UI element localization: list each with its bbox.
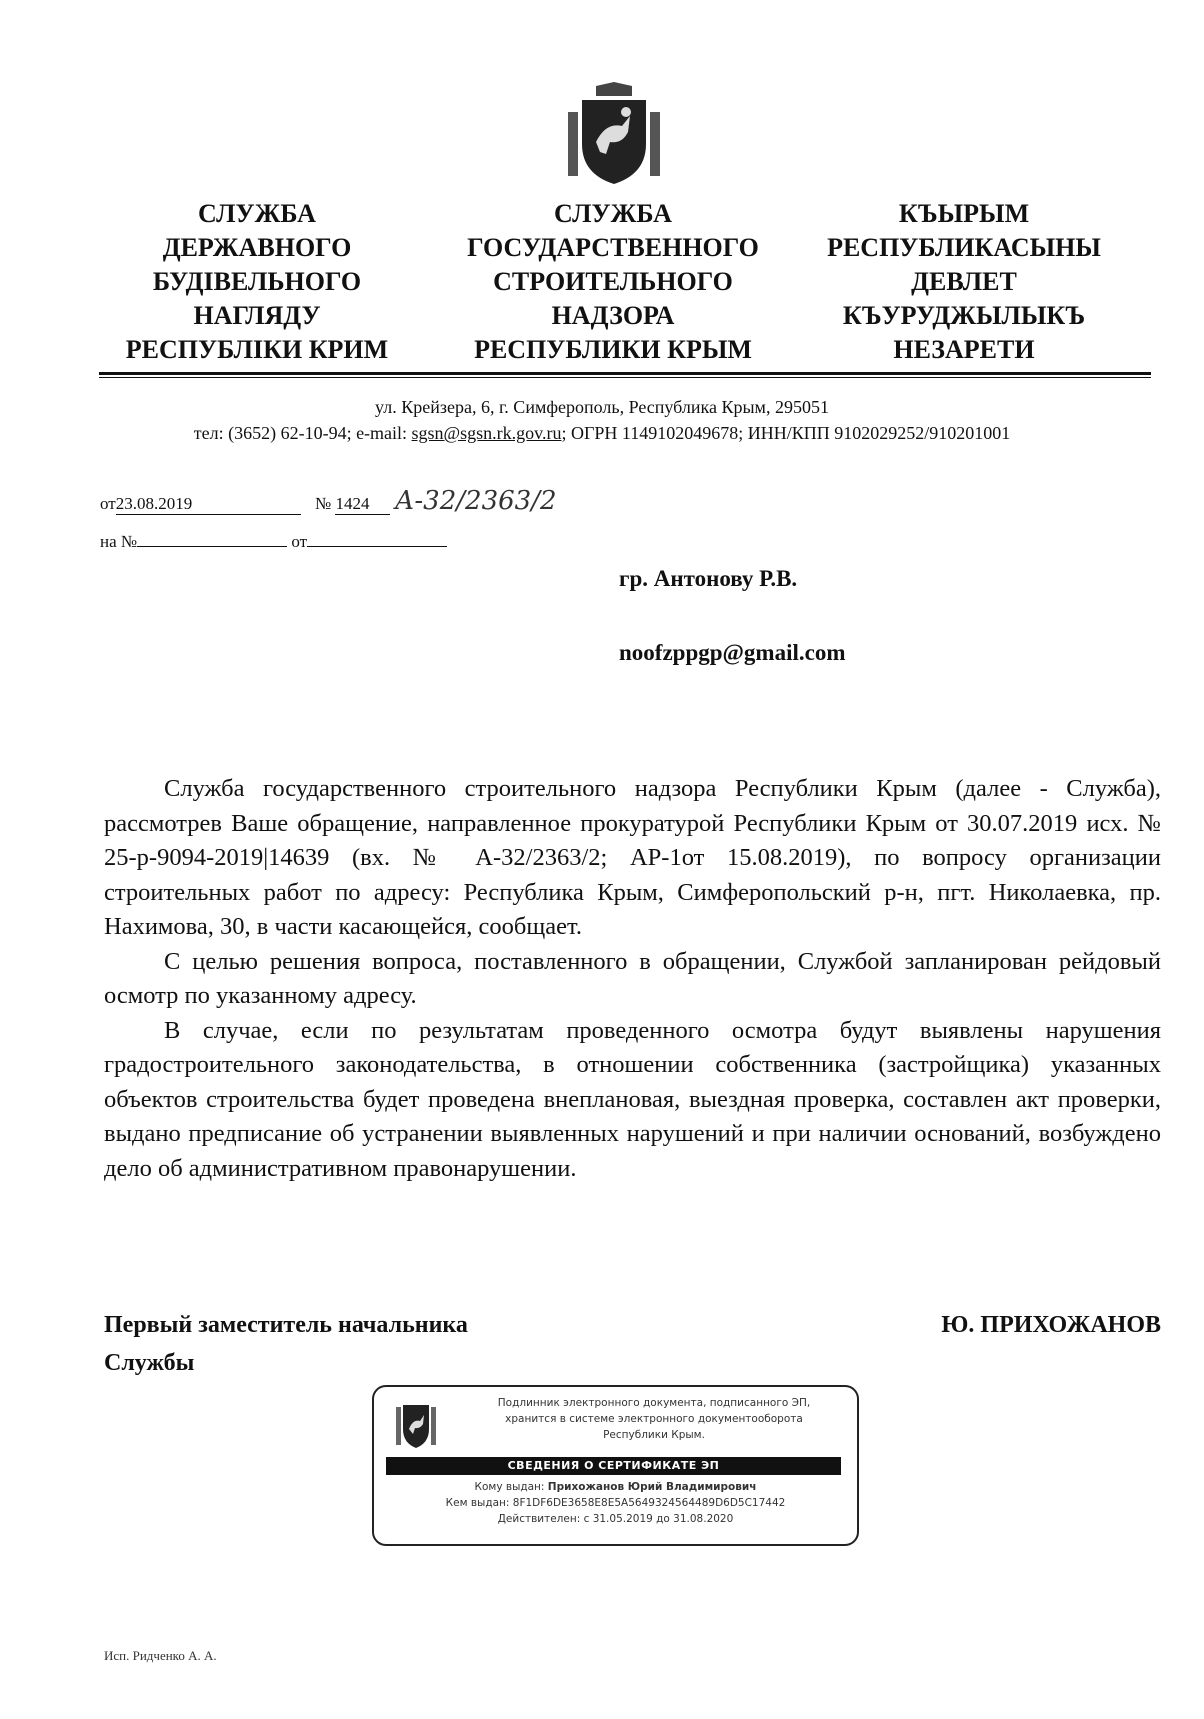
validity-period: Действителен: с 31.05.2019 до 31.08.2020 — [497, 1513, 734, 1525]
outgoing-date: 23.08.2019 — [116, 494, 301, 515]
address-line: ул. Крейзера, 6, г. Симферополь, Республика Крым, 295051 — [375, 397, 829, 417]
issued-to-label: Кому выдан: — [474, 1481, 548, 1493]
header-line: НАДЗОРА — [551, 301, 675, 330]
body-paragraph: Служба государственного строительного надзора Республики Крым (далее - Служба), рассмотрев Ваше обращение, направленное прокуратурой Республики Крым от 30.07.2019 исх. № 25-р-9094-2019|14639 (вх. № А-32/2363/2; АР-1от 15.08.2019), по вопросу организации строительных работ по адресу: Республика Крым, Симферопольский р-н, пгт. Николаевка, пр. Нахимова, 30, в части касающейся, сообщает. — [104, 775, 1161, 940]
reply-registration — [100, 528, 447, 552]
signatory-position — [104, 1306, 468, 1382]
header-line: СЛУЖБА — [198, 199, 316, 228]
header-line: КЪУРУДЖЫЛЫКЪ — [842, 301, 1086, 330]
body-paragraph: В случае, если по результатам проведенного осмотра будут выявлены нарушения градостроительного законодательства, в отношении собственника (застройщика) указанных объектов строительства будет проведена внеплановая, выездная проверка, составлен акт проверки, выдано предписание об устранении выявленных нарушений и при наличии оснований, возбуждено дело об административном правонарушении. — [104, 1016, 1161, 1182]
header-rule-thin — [99, 377, 1151, 378]
electronic-signature-stamp — [372, 1385, 859, 1546]
header-line: ГОСУДАРСТВЕННОГО — [467, 233, 759, 262]
signatory-name: Ю. ПРИХОЖАНОВ — [941, 1312, 1161, 1338]
header-line: ДЕВЛЕТ — [911, 267, 1017, 296]
header-line: РЕСПУБЛІКИ КРИМ — [125, 335, 389, 364]
certificate-info — [374, 1479, 857, 1527]
header-line: БУДІВЕЛЬНОГО — [152, 267, 362, 296]
header-line: ДЕРЖАВНОГО — [162, 233, 352, 262]
header-line: КЪЫРЫМ — [898, 199, 1030, 228]
outgoing-number: 1424 — [335, 494, 390, 515]
handwritten-number: А-32/2363/2 — [394, 486, 557, 516]
position-line: Службы — [104, 1350, 195, 1376]
header-crimean-tatar — [784, 197, 1144, 367]
outgoing-registration — [100, 486, 557, 516]
header-line: НАГЛЯДУ — [193, 301, 321, 330]
tel-text: тел: (3652) 62-10-94; e-mail: — [193, 423, 412, 443]
header-line: СЛУЖБА — [554, 199, 672, 228]
header-ukrainian — [77, 197, 437, 367]
email-link[interactable]: sgsn@sgsn.rk.gov.ru — [411, 423, 562, 443]
header-line: РЕСПУБЛИКИ КРЫМ — [474, 335, 752, 364]
contacts-line — [0, 420, 1204, 446]
registry-text: ; ОГРН 1149102049678; ИНН/КПП 9102029252/910201001 — [561, 423, 1011, 443]
recipient-email: noofzppgp@gmail.com — [619, 640, 846, 665]
reply-label: на № — [100, 532, 138, 551]
body-paragraph: С целью решения вопроса, поставленного в обращении, Службой запланирован рейдовый осмотр по указанному адресу. — [104, 947, 1161, 1009]
stamp-note — [464, 1395, 844, 1443]
number-label: № — [314, 494, 332, 513]
reply-date-blank — [307, 528, 447, 547]
header-line: РЕСПУБЛИКАСЫНЫ — [827, 233, 1101, 262]
certificate-header: СВЕДЕНИЯ О СЕРТИФИКАТЕ ЭП — [386, 1457, 841, 1475]
letter-body — [104, 772, 1161, 1186]
note-line: хранится в системе электронного документооборота — [505, 1413, 803, 1425]
note-line: Подлинник электронного документа, подписанного ЭП, — [497, 1397, 811, 1409]
note-line: Республики Крым. — [603, 1429, 705, 1441]
executor: Исп. Ридченко А. А. — [104, 1648, 217, 1663]
reply-from-label: от — [291, 532, 308, 551]
issued-by: Кем выдан: 8F1DF6DE3658E8E5A5649324564489D6D5C17442 — [445, 1497, 786, 1509]
issued-to-name: Прихожанов Юрий Владимирович — [547, 1481, 757, 1493]
coat-of-arms-emblem — [566, 82, 662, 186]
header-line: НЕЗАРЕТИ — [893, 335, 1035, 364]
reply-number-blank — [137, 528, 287, 547]
stamp-emblem-icon — [396, 1399, 436, 1449]
issued-to — [374, 1479, 857, 1495]
header-rule — [99, 372, 1151, 375]
position-line: Первый заместитель начальника — [104, 1312, 468, 1338]
header-russian — [433, 197, 793, 367]
from-label: от — [100, 494, 116, 513]
recipient-name: гр. Антонову Р.В. — [619, 566, 798, 591]
header-line: СТРОИТЕЛЬНОГО — [493, 267, 733, 296]
